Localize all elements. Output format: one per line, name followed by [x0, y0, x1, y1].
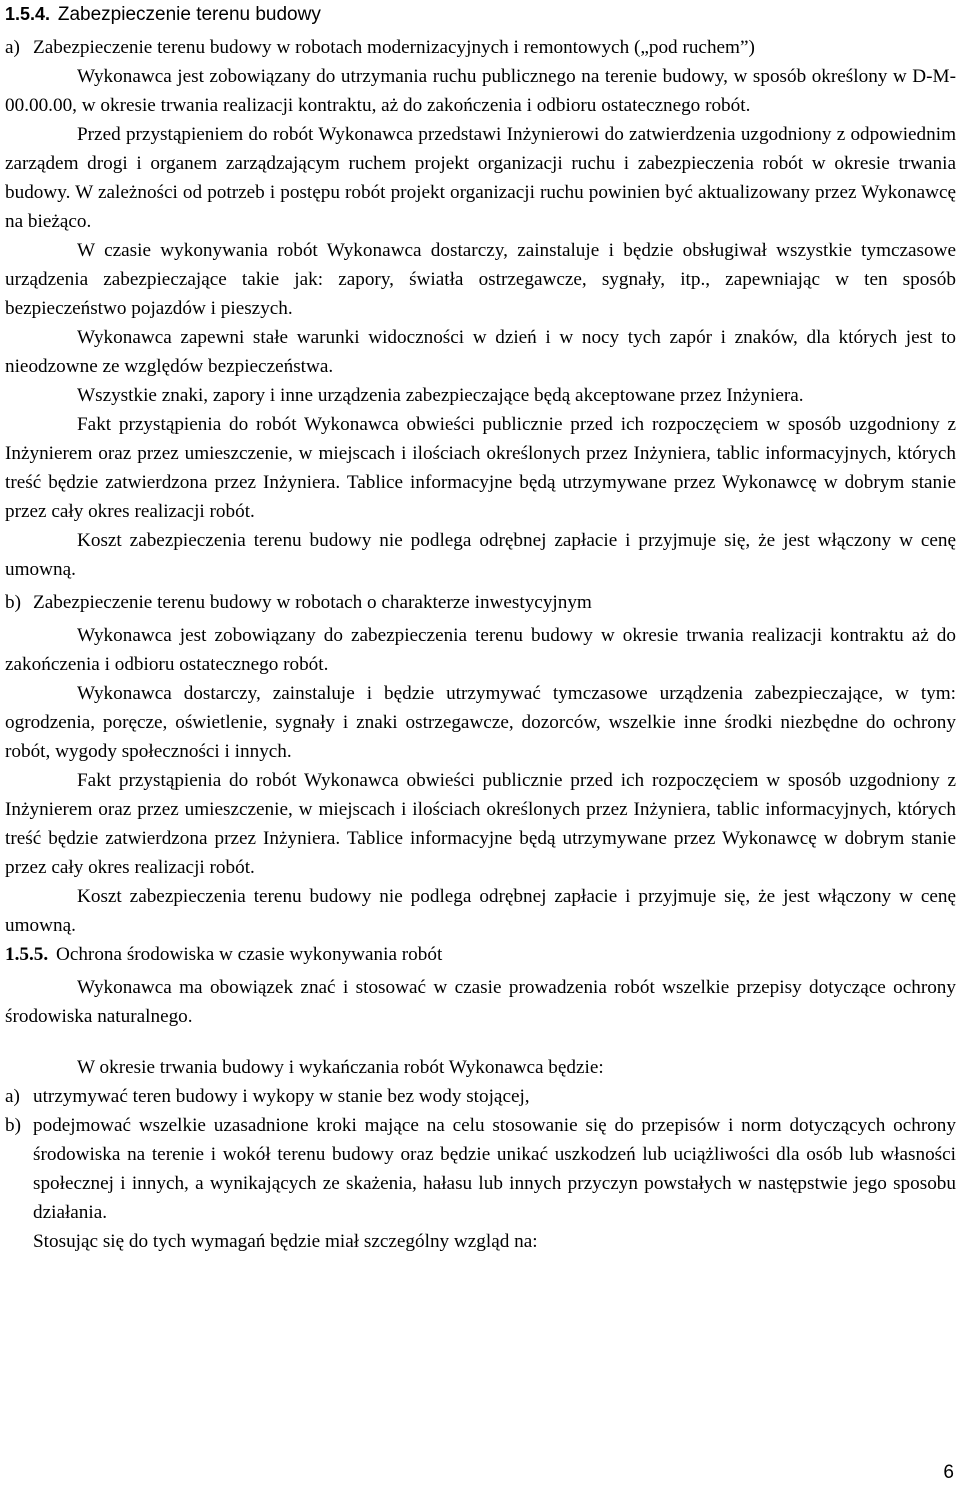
list-item [5, 1082, 956, 1111]
paragraph: Wykonawca zapewni stałe warunki widoczności w dzień i w nocy tych zapór i znaków, dla których jest to nieodzowne ze względów bezpieczeństwa. [5, 327, 956, 377]
paragraph: Wszystkie znaki, zapory i inne urządzenia zabezpieczające będą akceptowane przez Inżyniera. [77, 385, 804, 406]
subsection-a-heading [5, 33, 956, 62]
paragraph: Wykonawca ma obowiązek znać i stosować w czasie prowadzenia robót wszelkie przepisy dotyczące ochrony środowiska naturalnego. [5, 977, 956, 1027]
closing-line: Stosując się do tych wymagań będzie miał szczególny wzgląd na: [33, 1231, 538, 1252]
document-page [5, 0, 956, 1256]
section-heading-1-5-4 [5, 0, 956, 29]
paragraph: Wykonawca jest zobowiązany do utrzymania ruchu publicznego na terenie budowy, w sposób określony w D-M-00.00.00, w okresie trwania realizacji kontraktu, aż do zakończenia i odbioru ostatecznego robót. [5, 66, 956, 116]
subsection-title: Zabezpieczenie terenu budowy w robotach o charakterze inwestycyjnym [33, 592, 592, 613]
list-item-marker: b) [5, 1115, 21, 1136]
paragraph: Wykonawca dostarczy, zainstaluje i będzie utrzymywać tymczasowe urządzenia zabezpieczające, w tym: ogrodzenia, poręcze, oświetlenie, sygnały i znaki ostrzegawcze, dozorców, wszelkie inne środki niezbędne do ochrony robót, wygody społeczności i innych. [5, 683, 956, 762]
subsection-title: Zabezpieczenie terenu budowy w robotach modernizacyjnych i remontowych („pod ruchem”) [33, 37, 755, 58]
paragraph: Fakt przystąpienia do robót Wykonawca obwieści publicznie przed ich rozpoczęciem w sposób uzgodniony z Inżynierem oraz przez umieszczenie, w miejscach i ilościach określonych przez Inżyniera, tablic informacyjnych, których treść będzie zatwierdzona przez Inżyniera. Tablice informacyjne będą utrzymywane przez Wykonawcę w dobrym stanie przez cały okres realizacji robót. [5, 770, 956, 878]
subsection-label: a) [5, 37, 20, 58]
paragraph: W czasie wykonywania robót Wykonawca dostarczy, zainstaluje i będzie obsługiwał wszystkie tymczasowe urządzenia zabezpieczające takie jak: zapory, światła ostrzegawcze, sygnały, itp., zapewniając w ten sposób bezpieczeństwo pojazdów i pieszych. [5, 240, 956, 319]
section-title: Zabezpieczenie terenu budowy [57, 4, 321, 25]
list-item-text: utrzymywać teren budowy i wykopy w stanie bez wody stojącej, [33, 1086, 530, 1107]
section-number: 1.5.4. [5, 4, 51, 24]
paragraph: Przed przystąpieniem do robót Wykonawca przedstawi Inżynierowi do zatwierdzenia uzgodniony z odpowiednim zarządem drogi i organem zarządzającym ruchem projekt organizacji ruchu i zabezpieczenia robót w okresie trwania budowy. W zależności od potrzeb i postępu robót projekt organizacji ruchu powinien być aktualizowany przez Wykonawcę na bieżąco. [5, 124, 956, 232]
paragraph: Wykonawca jest zobowiązany do zabezpieczenia terenu budowy w okresie trwania realizacji kontraktu aż do zakończenia i odbioru ostatecznego robót. [5, 625, 956, 675]
paragraph: Koszt zabezpieczenia terenu budowy nie podlega odrębnej zapłacie i przyjmuje się, że jest włączony w cenę umowną. [5, 886, 956, 936]
paragraph: Fakt przystąpienia do robót Wykonawca obwieści publicznie przed ich rozpoczęciem w sposób uzgodniony z Inżynierem oraz przez umieszczenie, w miejscach i ilościach określonych przez Inżyniera, tablic informacyjnych, których treść będzie zatwierdzona przez Inżyniera. Tablice informacyjne będą utrzymywane przez Wykonawcę w dobrym stanie przez cały okres realizacji robót. [5, 414, 956, 522]
list-item [5, 1111, 956, 1227]
subsection-b-heading [5, 588, 956, 617]
subsection-label: b) [5, 592, 21, 613]
section-number: 1.5.5. [5, 944, 49, 965]
list-item-marker: a) [5, 1086, 20, 1107]
requirements-list [5, 1082, 956, 1227]
paragraph: Koszt zabezpieczenia terenu budowy nie podlega odrębnej zapłacie i przyjmuje się, że jest włączony w cenę umowną. [5, 530, 956, 580]
section-heading-1-5-5 [5, 940, 956, 969]
page-number: 6 [943, 1462, 954, 1483]
section-title: Ochrona środowiska w czasie wykonywania robót [55, 944, 443, 965]
paragraph: W okresie trwania budowy i wykańczania robót Wykonawca będzie: [77, 1057, 604, 1078]
list-item-text: podejmować wszelkie uzasadnione kroki mające na celu stosowanie się do przepisów i norm dotyczących ochrony środowiska na terenie i wokół terenu budowy oraz będzie unikać uszkodzeń lub uciążliwości dla osób lub własności społecznej i innych, a wynikających ze skażenia, hałasu lub innych przyczyn powstałych w następstwie jego sposobu działania. [33, 1115, 956, 1223]
